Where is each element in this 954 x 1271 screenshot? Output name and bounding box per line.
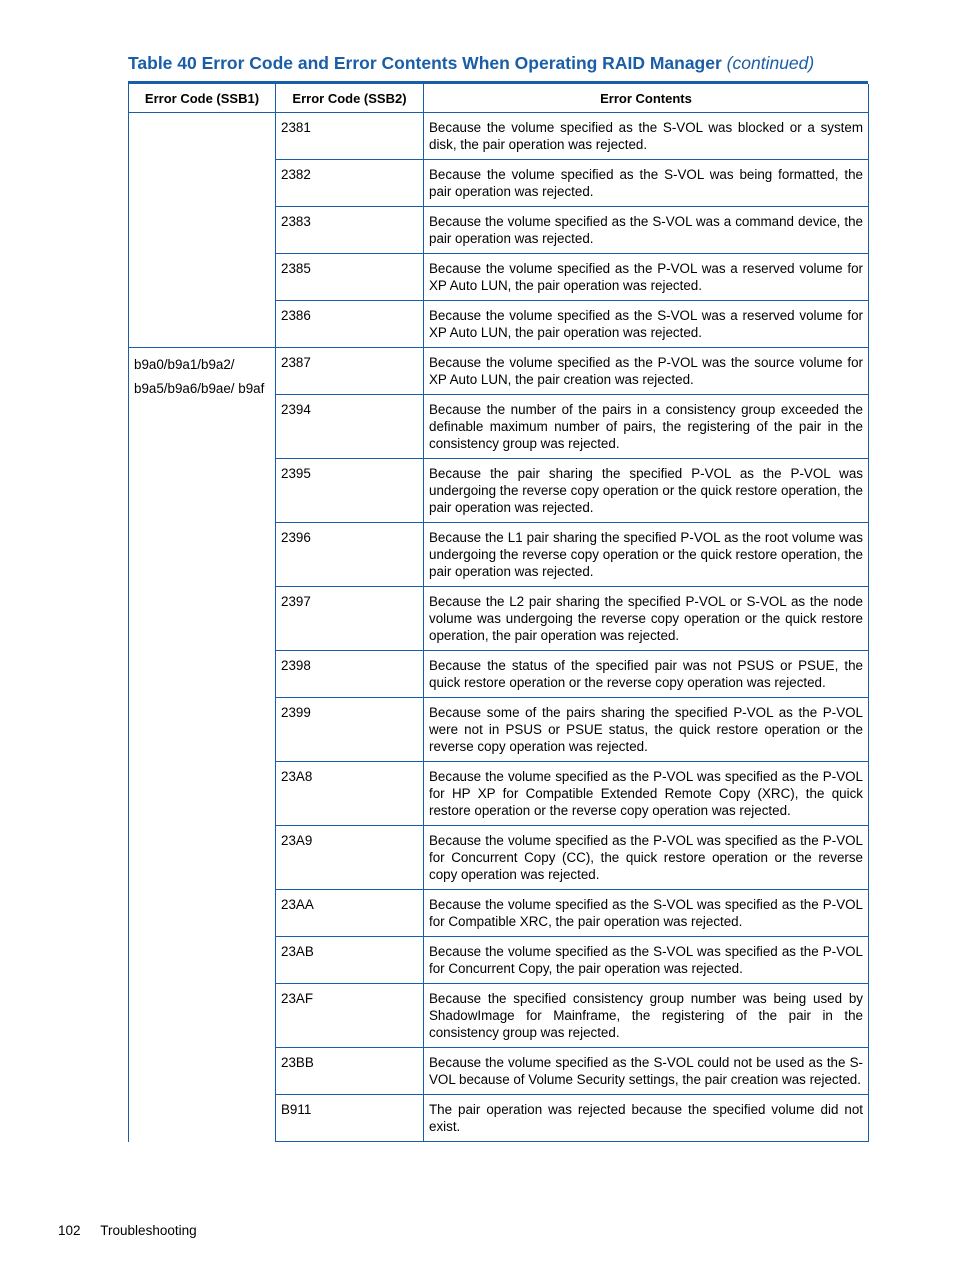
footer-section: Troubleshooting — [100, 1223, 197, 1238]
error-contents-cell: Because the volume specified as the S-VOL was a command device, the pair operation was rejected. — [424, 207, 869, 254]
ssb2-code-cell: 2394 — [276, 395, 424, 459]
error-contents-cell: Because some of the pairs sharing the specified P-VOL as the P-VOL were not in PSUS or PSUE status, the quick restore operation or the reverse copy operation was rejected. — [424, 698, 869, 762]
error-code-table-container — [128, 81, 868, 1142]
ssb2-code-cell: 23AF — [276, 984, 424, 1048]
table-title-main: Table 40 Error Code and Error Contents When Operating RAID Manager — [128, 53, 722, 73]
table-header-row — [129, 84, 869, 113]
ssb2-code-cell: 2395 — [276, 459, 424, 523]
ssb1-empty-cell — [129, 113, 276, 348]
ssb2-code-cell: 23A9 — [276, 826, 424, 890]
table-title-continued: (continued) — [726, 53, 815, 73]
table-title — [128, 53, 888, 74]
table-row — [129, 113, 869, 160]
error-contents-cell: Because the volume specified as the S-VOL was a reserved volume for XP Auto LUN, the pair operation was rejected. — [424, 301, 869, 348]
error-contents-cell: Because the status of the specified pair was not PSUS or PSUE, the quick restore operation or the reverse copy operation was rejected. — [424, 651, 869, 698]
ssb2-code-cell: 23A8 — [276, 762, 424, 826]
ssb2-code-cell: 2383 — [276, 207, 424, 254]
error-contents-cell: The pair operation was rejected because the specified volume did not exist. — [424, 1095, 869, 1142]
error-contents-cell: Because the L2 pair sharing the specified P-VOL or S-VOL as the node volume was undergoing the reverse copy operation or the quick restore operation, the pair operation was rejected. — [424, 587, 869, 651]
ssb2-code-cell: 23BB — [276, 1048, 424, 1095]
table-body — [129, 113, 869, 1142]
error-contents-cell: Because the volume specified as the S-VOL was being formatted, the pair operation was rejected. — [424, 160, 869, 207]
ssb2-code-cell: 2387 — [276, 348, 424, 395]
error-contents-cell: Because the L1 pair sharing the specified P-VOL as the root volume was undergoing the reverse copy operation or the quick restore operation, the pair operation was rejected. — [424, 523, 869, 587]
ssb1-code-cell: b9a0/b9a1/b9a2/ b9a5/b9a6/b9ae/ b9af — [129, 348, 276, 1142]
ssb2-code-cell: 2382 — [276, 160, 424, 207]
ssb2-code-cell: B911 — [276, 1095, 424, 1142]
ssb2-code-cell: 2398 — [276, 651, 424, 698]
header-ssb1: Error Code (SSB1) — [129, 84, 276, 113]
page-footer — [58, 1223, 197, 1238]
error-contents-cell: Because the pair sharing the specified P-VOL as the P-VOL was undergoing the reverse copy operation or the quick restore operation, the pair operation was rejected. — [424, 459, 869, 523]
ssb2-code-cell: 2397 — [276, 587, 424, 651]
header-ssb2: Error Code (SSB2) — [276, 84, 424, 113]
ssb2-code-cell: 23AB — [276, 937, 424, 984]
table-row — [129, 348, 869, 395]
error-contents-cell: Because the volume specified as the S-VOL could not be used as the S-VOL because of Volume Security settings, the pair creation was rejected. — [424, 1048, 869, 1095]
ssb2-code-cell: 2381 — [276, 113, 424, 160]
error-contents-cell: Because the specified consistency group number was being used by ShadowImage for Mainframe, the registering of the pair in the consistency group was rejected. — [424, 984, 869, 1048]
error-contents-cell: Because the volume specified as the S-VOL was specified as the P-VOL for Concurrent Copy, the pair operation was rejected. — [424, 937, 869, 984]
error-contents-cell: Because the number of the pairs in a consistency group exceeded the definable maximum number of pairs, the registering of the pair in the consistency group was rejected. — [424, 395, 869, 459]
error-contents-cell: Because the volume specified as the P-VOL was specified as the P-VOL for Concurrent Copy (CC), the quick restore operation or the reverse copy operation was rejected. — [424, 826, 869, 890]
ssb2-code-cell: 2386 — [276, 301, 424, 348]
ssb2-code-cell: 2399 — [276, 698, 424, 762]
ssb2-code-cell: 23AA — [276, 890, 424, 937]
page-number: 102 — [58, 1223, 81, 1238]
ssb2-code-cell: 2385 — [276, 254, 424, 301]
ssb2-code-cell: 2396 — [276, 523, 424, 587]
error-code-table — [128, 84, 869, 1142]
error-contents-cell: Because the volume specified as the P-VOL was a reserved volume for XP Auto LUN, the pair operation was rejected. — [424, 254, 869, 301]
header-error-contents: Error Contents — [424, 84, 869, 113]
error-contents-cell: Because the volume specified as the P-VOL was the source volume for XP Auto LUN, the pair creation was rejected. — [424, 348, 869, 395]
error-contents-cell: Because the volume specified as the P-VOL was specified as the P-VOL for HP XP for Compatible Extended Remote Copy (XRC), the quick restore operation or the reverse copy operation was rejected. — [424, 762, 869, 826]
error-contents-cell: Because the volume specified as the S-VOL was blocked or a system disk, the pair operation was rejected. — [424, 113, 869, 160]
error-contents-cell: Because the volume specified as the S-VOL was specified as the P-VOL for Compatible XRC, the pair operation was rejected. — [424, 890, 869, 937]
